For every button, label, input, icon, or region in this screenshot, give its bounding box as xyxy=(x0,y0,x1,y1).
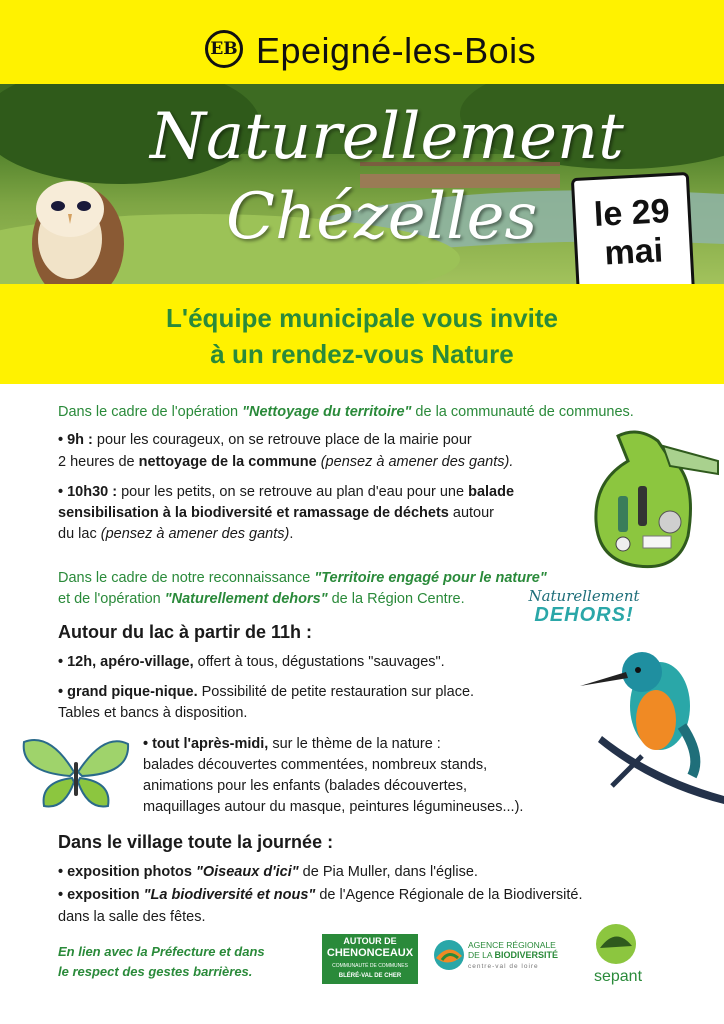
badge-line2: DEHORS! xyxy=(534,604,634,626)
intro2-text2: et de l'opération xyxy=(58,591,165,607)
sepant-logo-icon xyxy=(594,922,638,966)
section1-intro xyxy=(58,402,634,423)
section2-intro2 xyxy=(58,589,465,610)
item2-bold2: sensibilisation à la biodiversité et ramassage de déchets xyxy=(58,505,449,521)
exhibit1 xyxy=(58,862,478,883)
item2-text2: autour xyxy=(448,505,495,521)
kingfisher-icon xyxy=(572,636,724,806)
logo2-line2-wrap xyxy=(468,950,568,961)
intro2-end: de la Région Centre. xyxy=(327,591,465,607)
logo1-line2: CHENONCEAUX xyxy=(326,947,414,959)
item1-time: • 9h : xyxy=(58,432,93,448)
event-title-line2: Chézelles xyxy=(226,180,538,254)
bullet3-text: sur le thème de la nature : xyxy=(268,736,441,752)
logo-sepant: sepant xyxy=(593,968,643,985)
item1-text: pour les courageux, on se retrouve place de la mairie pour xyxy=(92,432,472,448)
town-name: Epeigné-les-Bois xyxy=(256,30,537,71)
logo2-line3: BIODIVERSITÉ xyxy=(494,950,558,960)
logo2-line2: DE LA xyxy=(468,950,493,960)
date-line1: le 29 xyxy=(592,192,671,234)
footer-note-line2: le respect des gestes barrières. xyxy=(58,964,253,979)
exhibit1-text: de Pia Muller, dans l'église. xyxy=(298,864,478,880)
date-line2: mai xyxy=(603,231,665,273)
logo2-sub: centre-val de loire xyxy=(468,963,539,970)
badge-line1: Naturellement xyxy=(528,587,640,605)
item2-text: pour les petits, on se retrouve au plan d'eau pour une xyxy=(117,484,469,500)
item1-line2 xyxy=(58,452,513,473)
item2-line3 xyxy=(58,524,293,545)
bullet2-bold: • grand pique-nique. xyxy=(58,684,198,700)
town-logo-icon: EB xyxy=(205,30,243,68)
event-title-line1: Naturellement xyxy=(150,100,624,174)
bullet3 xyxy=(143,734,441,755)
lake-heading: Autour du lac à partir de 11h : xyxy=(58,622,313,642)
logo-autour-chenonceaux xyxy=(322,934,418,984)
owl-icon xyxy=(32,181,124,284)
trash-bag-icon xyxy=(588,426,724,576)
exhibit2-bold: • exposition xyxy=(58,887,144,903)
intro2-text: Dans le cadre de notre reconnaissance xyxy=(58,570,315,586)
bullet2-line2: Tables et bancs à disposition. xyxy=(58,705,248,721)
bullet3-line3: animations pour les enfants (balades découvertes, xyxy=(143,778,468,794)
exhibit2 xyxy=(58,885,582,906)
intro-emphasis: "Nettoyage du territoire" xyxy=(242,404,412,420)
biodiversity-agency-icon xyxy=(432,938,466,972)
invite-line1: L'équipe municipale vous invite xyxy=(166,303,558,333)
invite-text xyxy=(0,300,724,372)
intro-text: Dans le cadre de l'opération xyxy=(58,404,243,420)
item2-italic: (pensez à amener des gants) xyxy=(100,526,290,542)
item1-text2: 2 heures de xyxy=(58,454,139,470)
logo1-sub2: BLÉRÉ-VAL DE CHER xyxy=(338,973,402,979)
footer-note-line1: En lien avec la Préfecture et dans xyxy=(58,944,265,959)
exhibit2-text: de l'Agence Régionale de la Biodiversité. xyxy=(315,887,583,903)
bullet1 xyxy=(58,652,445,673)
bullet1-bold: • 12h, apéro-village, xyxy=(58,654,194,670)
butterfly-icon xyxy=(20,732,132,814)
footer-note xyxy=(58,942,265,982)
bullet1-text: offert à tous, dégustations "sauvages". xyxy=(193,654,445,670)
logo1-line1: AUTOUR DE xyxy=(343,936,397,946)
naturellement-dehors-badge xyxy=(522,588,646,626)
exhibit2-line2: dans la salle des fêtes. xyxy=(58,909,206,925)
item2-bold1: balade xyxy=(468,484,515,500)
bullet2-text: Possibilité de petite restauration sur place. xyxy=(197,684,475,700)
intro2-emphasis2: "Naturellement dehors" xyxy=(164,591,328,607)
exhibit1-title: "Oiseaux d'ici" xyxy=(196,864,299,880)
item1-bold: nettoyage de la commune xyxy=(138,454,317,470)
item2-line1 xyxy=(58,482,514,503)
invite-line2: à un rendez-vous Nature xyxy=(210,339,514,369)
bullet3-line4: maquillages autour du masque, peintures légumineuses...). xyxy=(143,799,524,815)
bullet2 xyxy=(58,682,474,703)
item2-end: . xyxy=(289,526,294,542)
section2-intro1 xyxy=(58,568,547,589)
bullet3-line2: balades découvertes commentées, nombreux stands, xyxy=(143,757,488,773)
item1-line1 xyxy=(58,430,472,451)
exhibit1-bold: • exposition photos xyxy=(58,864,196,880)
exhibit2-title: "La biodiversité et nous" xyxy=(143,887,316,903)
item2-line2 xyxy=(58,503,494,524)
logo1-sub1: COMMUNAUTÉ DE COMMUNES xyxy=(332,963,408,969)
logo2-line1: AGENCE RÉGIONALE xyxy=(468,940,556,950)
item2-time: • 10h30 : xyxy=(58,484,118,500)
bullet3-bold: • tout l'après-midi, xyxy=(143,736,269,752)
item1-italic: (pensez à amener des gants). xyxy=(316,454,514,470)
date-badge xyxy=(571,172,695,302)
logo-agence-biodiversite xyxy=(468,940,568,973)
village-heading: Dans le village toute la journée : xyxy=(58,832,334,852)
intro2-emphasis: "Territoire engagé pour le nature" xyxy=(314,570,547,586)
intro-text-end: de la communauté de communes. xyxy=(411,404,634,420)
item2-text3: du lac xyxy=(58,526,101,542)
